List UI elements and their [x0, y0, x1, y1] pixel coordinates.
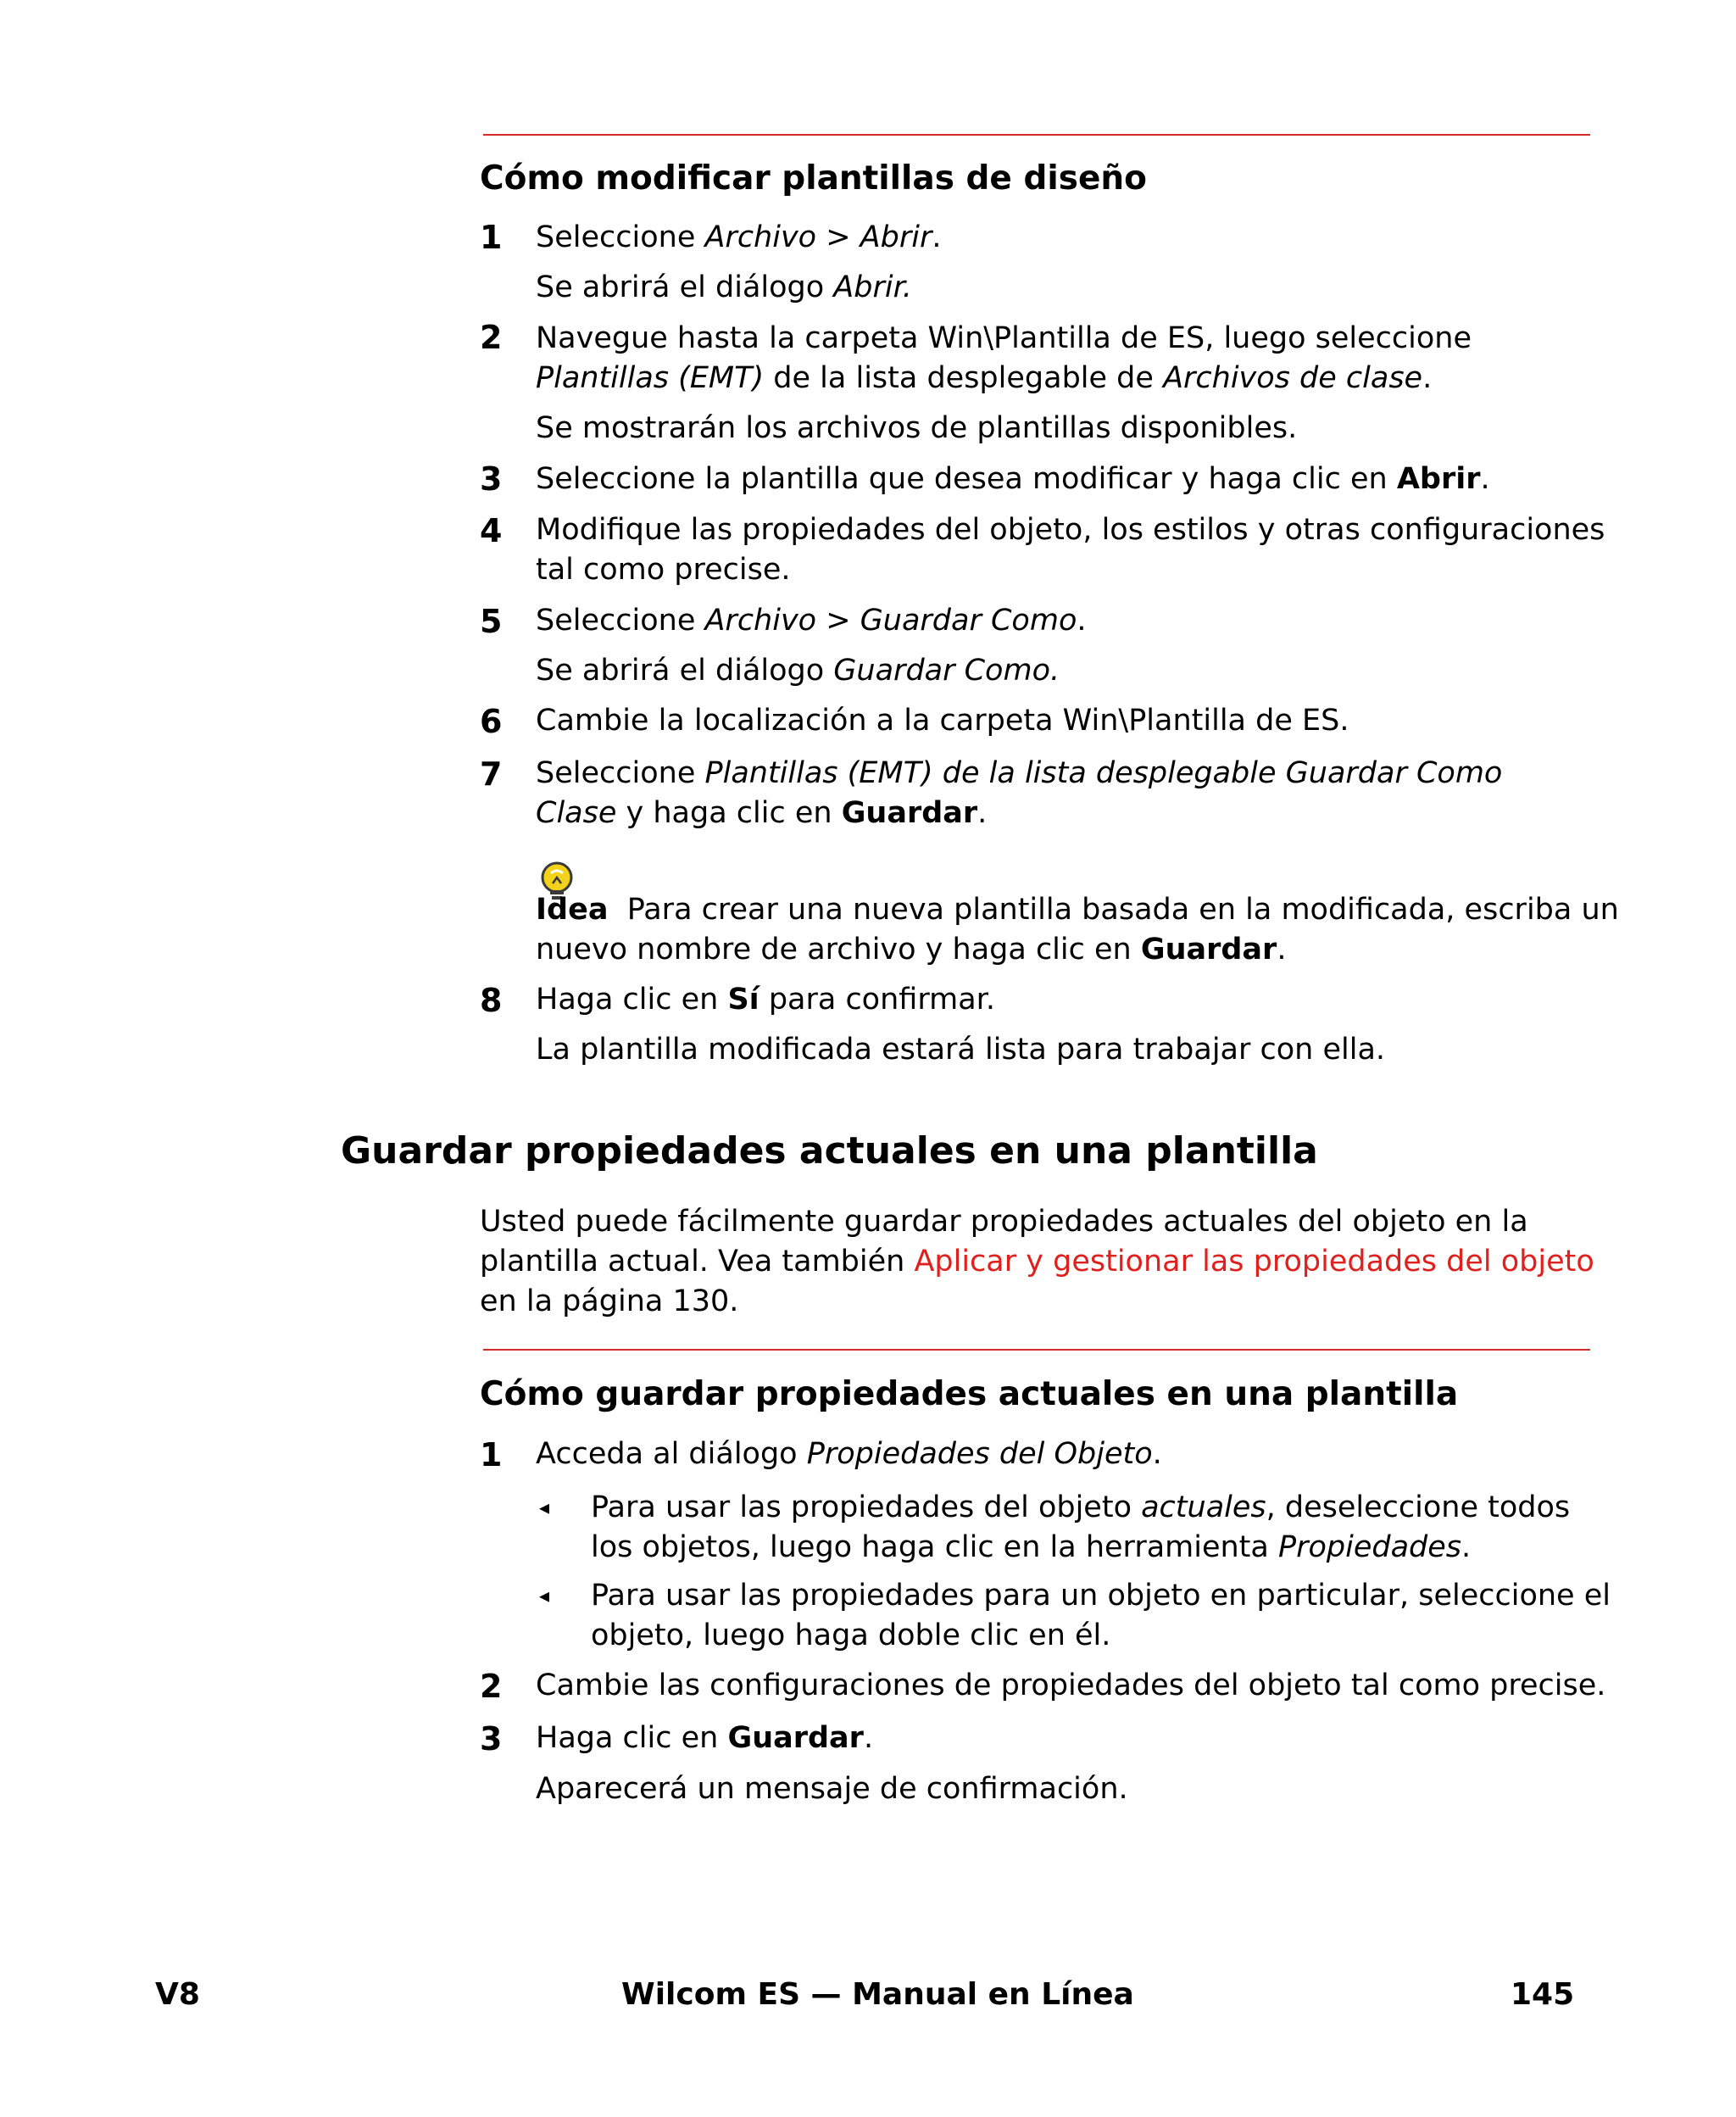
- step-number: 1: [480, 219, 503, 256]
- paragraph-line: plantilla actual. Vea también Aplicar y gestionar las propiedades del objeto: [480, 1245, 1594, 1279]
- paragraph-line: en la página 130.: [480, 1284, 739, 1318]
- step-text: Haga clic en Sí para confirmar.: [536, 983, 995, 1017]
- step-result: Aparecerá un mensaje de confirmación.: [536, 1772, 1128, 1806]
- procedure-title: Cómo guardar propiedades actuales en una plantilla: [480, 1375, 1459, 1413]
- step-text: Acceda al diálogo Propiedades del Objeto.: [536, 1437, 1162, 1471]
- step-number: 5: [480, 603, 503, 640]
- step-number: 6: [480, 703, 503, 740]
- footer-page-number: 145: [1511, 1977, 1575, 2012]
- step-text: tal como precise.: [536, 553, 791, 587]
- step-result: Se abrirá el diálogo Abrir.: [536, 270, 912, 304]
- tip-label: Idea: [536, 893, 609, 927]
- bullet-text: objeto, luego haga doble clic en él.: [591, 1618, 1111, 1652]
- bullet-text: los objetos, luego haga clic en la herramienta Propiedades.: [591, 1530, 1472, 1564]
- paragraph-line: Usted puede fácilmente guardar propiedades actuales del objeto en la: [480, 1205, 1528, 1239]
- step-text: Seleccione Plantillas (EMT) de la lista desplegable Guardar Como: [536, 756, 1503, 790]
- step-text: Haga clic en Guardar.: [536, 1721, 874, 1755]
- step-result: Se mostrarán los archivos de plantillas disponibles.: [536, 411, 1298, 445]
- section-divider: [483, 134, 1590, 136]
- step-number: 2: [480, 1668, 503, 1705]
- procedure-title: Cómo modificar plantillas de diseño: [480, 159, 1147, 198]
- step-result: La plantilla modificada estará lista para trabajar con ella.: [536, 1033, 1386, 1067]
- step-text: Modifique las propiedades del objeto, los estilos y otras configuraciones: [536, 513, 1605, 547]
- step-result: Se abrirá el diálogo Guardar Como.: [536, 654, 1060, 688]
- tip-text: Idea Para crear una nueva plantilla basada en la modificada, escriba un: [536, 893, 1619, 927]
- tip-text: nuevo nombre de archivo y haga clic en Guardar.: [536, 933, 1287, 967]
- step-text: Plantillas (EMT) de la lista desplegable de Archivos de clase.: [536, 361, 1433, 395]
- step-text: Clase y haga clic en Guardar.: [536, 796, 988, 830]
- step-number: 2: [480, 319, 503, 356]
- step-number: 3: [480, 460, 503, 498]
- footer-title: Wilcom ES — Manual en Línea: [621, 1977, 1134, 2012]
- bullet-arrow-icon: ◂: [539, 1584, 550, 1607]
- cross-reference-link[interactable]: Aplicar y gestionar las propiedades del objeto: [914, 1245, 1594, 1279]
- section-divider: [483, 1349, 1590, 1351]
- step-text: Seleccione Archivo > Abrir.: [536, 220, 942, 254]
- step-number: 7: [480, 755, 503, 793]
- bullet-arrow-icon: ◂: [539, 1496, 550, 1519]
- step-number: 1: [480, 1436, 503, 1474]
- step-text: Seleccione Archivo > Guardar Como.: [536, 604, 1087, 638]
- step-number: 4: [480, 512, 503, 549]
- step-text: Cambie la localización a la carpeta Win\Plantilla de ES.: [536, 704, 1349, 738]
- step-number: 3: [480, 1720, 503, 1758]
- bullet-text: Para usar las propiedades para un objeto en particular, seleccione el: [591, 1579, 1611, 1613]
- step-number: 8: [480, 982, 503, 1019]
- step-text: Seleccione la plantilla que desea modificar y haga clic en Abrir.: [536, 462, 1490, 496]
- step-text: Navegue hasta la carpeta Win\Plantilla de ES, luego seleccione: [536, 321, 1472, 355]
- section-heading: Guardar propiedades actuales en una plantilla: [341, 1129, 1318, 1173]
- bullet-text: Para usar las propiedades del objeto actuales, deseleccione todos: [591, 1490, 1571, 1524]
- footer-version: V8: [155, 1977, 200, 2012]
- step-text: Cambie las configuraciones de propiedades del objeto tal como precise.: [536, 1669, 1606, 1702]
